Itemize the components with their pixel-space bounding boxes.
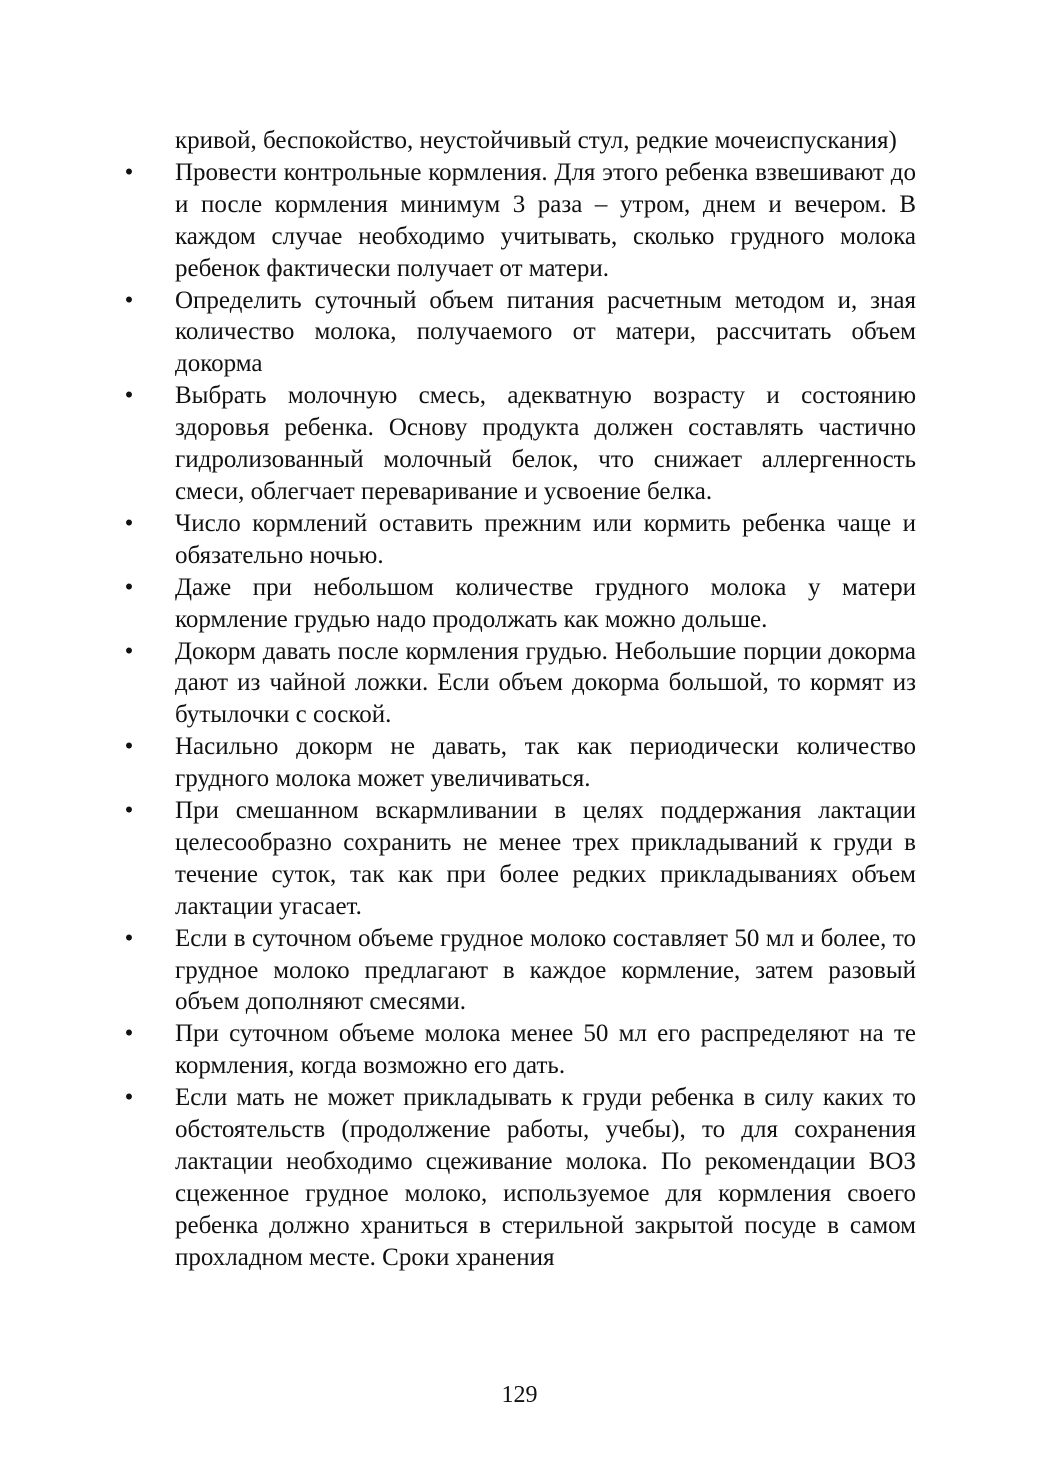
bullet-icon: • (124, 1084, 134, 1112)
list-item-text: Определить суточный объем питания расчетным методом и, зная количество молока, получаемого от матери, рассчитать объем докорма (175, 286, 916, 378)
list-item (124, 795, 916, 923)
list-item (124, 157, 916, 285)
bullet-icon: • (124, 924, 134, 952)
list-item (124, 508, 916, 572)
list-item (124, 1018, 916, 1082)
bullet-icon: • (124, 797, 134, 825)
list-item-text: Число кормлений оставить прежним или кормить ребенка чаще и обязательно ночью. (175, 509, 916, 569)
list-item-text: Провести контрольные кормления. Для этого ребенка взвешивают до и после кормления минимум 3 раза – утром, днем и вечером. В каждом случае необходимо учитывать, сколько грудного молока ребенок фактически получает от матери. (175, 158, 916, 282)
list-item-text: Насильно докорм не давать, так как периодически количество грудного молока может увеличиваться. (175, 733, 916, 793)
list-item (124, 380, 916, 508)
recommendation-list (124, 157, 916, 1274)
list-item-text: При смешанном вскармливании в целях поддержания лактации целесообразно сохранить не менее трех прикладываний к груди в течение суток, так как при более редких прикладываниях объем лактации угасает. (175, 797, 916, 920)
page-body (124, 125, 916, 1274)
bullet-icon: • (124, 286, 134, 314)
bullet-icon: • (124, 509, 134, 537)
bullet-icon: • (124, 1020, 134, 1048)
list-item (124, 731, 916, 795)
bullet-icon: • (124, 733, 134, 761)
bullet-icon: • (124, 158, 134, 186)
list-item (124, 285, 916, 381)
list-item (124, 636, 916, 732)
list-item (124, 923, 916, 1019)
list-item-text: Если мать не может прикладывать к груди ребенка в силу каких то обстоятельств (продолжение работы, учебы), то для сохранения лактации необходимо сцеживание молока. По рекомендации ВОЗ сцеженное грудное молоко, используемое для кормления своего ребенка должно храниться в стерильной закрытой посуде в самом прохладном месте. Сроки хранения (175, 1084, 916, 1271)
list-item (124, 572, 916, 636)
bullet-icon: • (124, 637, 134, 665)
page-number: 129 (501, 1382, 538, 1408)
bullet-icon: • (124, 382, 134, 410)
continuation-paragraph: кривой, беспокойство, неустойчивый стул, редкие мочеиспускания) (175, 127, 897, 154)
list-item-text: Если в суточном объеме грудное молоко составляет 50 мл и более, то грудное молоко предлагают в каждое кормление, затем разовый объем дополняют смесями. (175, 924, 916, 1016)
list-item (124, 1082, 916, 1273)
list-item-text: Выбрать молочную смесь, адекватную возрасту и состоянию здоровья ребенка. Основу продукта должен составлять частично гидролизованный молочный белок, что снижает аллергенность смеси, облегчает переваривание и усвоение белка. (175, 382, 916, 505)
bullet-icon: • (124, 573, 134, 601)
list-item-text: Даже при небольшом количестве грудного молока у матери кормление грудью надо продолжать как можно дольше. (175, 573, 916, 633)
list-item-text: Докорм давать после кормления грудью. Небольшие порции докорма дают из чайной ложки. Если объем докорма большой, то кормят из бутылочки с соской. (175, 637, 916, 729)
list-item-text: При суточном объеме молока менее 50 мл его распределяют на те кормления, когда возможно его дать. (175, 1020, 916, 1080)
